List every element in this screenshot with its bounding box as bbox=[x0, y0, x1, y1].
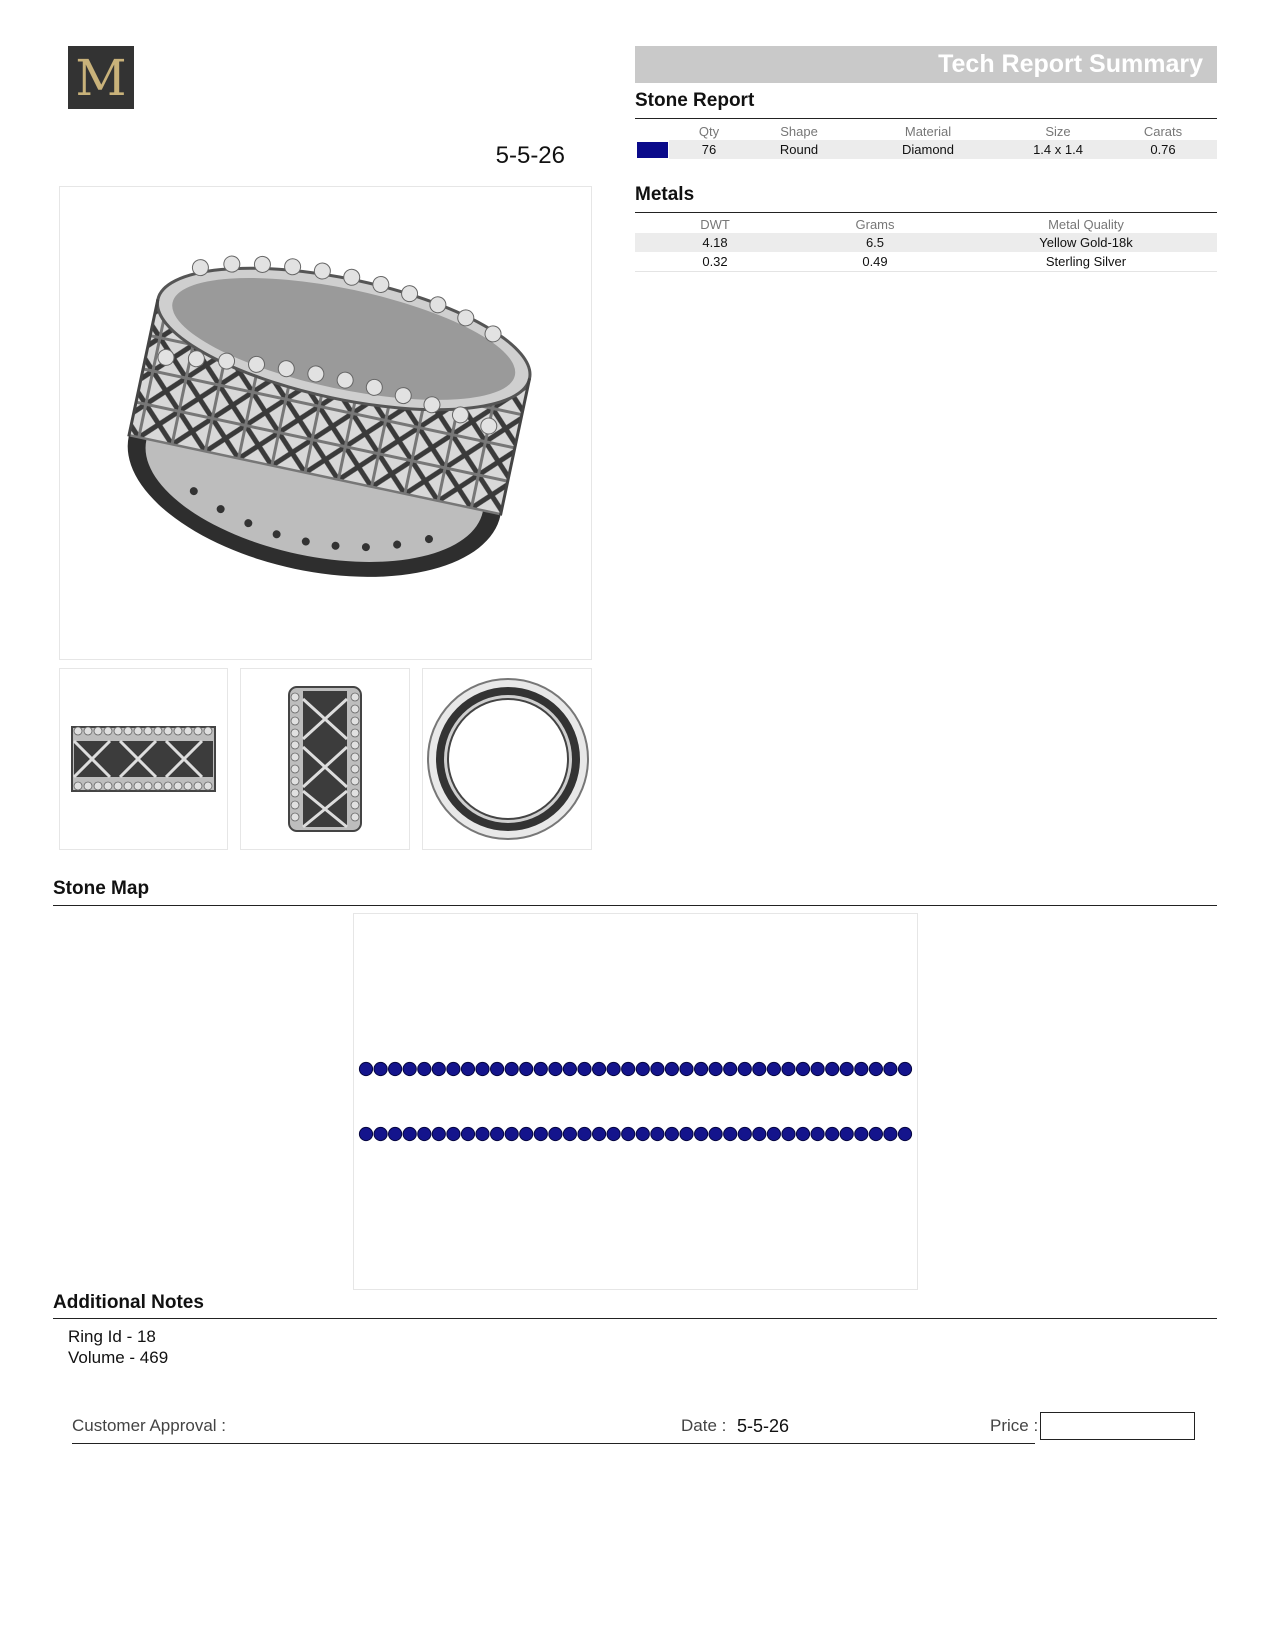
stone-marker bbox=[665, 1127, 678, 1140]
col-shape: Shape bbox=[780, 123, 818, 139]
stone-marker bbox=[753, 1127, 766, 1140]
stone-marker bbox=[898, 1062, 911, 1075]
table-row bbox=[635, 140, 1217, 159]
report-title: Tech Report Summary bbox=[938, 50, 1203, 78]
stone-marker bbox=[476, 1062, 489, 1075]
stone-marker bbox=[418, 1062, 431, 1075]
stone-marker bbox=[855, 1127, 868, 1140]
col-dwt: DWT bbox=[700, 216, 730, 232]
stone-marker bbox=[359, 1127, 372, 1140]
stone-marker bbox=[432, 1062, 445, 1075]
quality-cell: Yellow Gold-18k bbox=[955, 233, 1217, 252]
stone-marker bbox=[461, 1062, 474, 1075]
stone-marker bbox=[738, 1127, 751, 1140]
stone-marker bbox=[796, 1062, 809, 1075]
stone-marker bbox=[651, 1127, 664, 1140]
stone-marker bbox=[898, 1127, 911, 1140]
metals-table bbox=[635, 215, 1217, 272]
stone-marker bbox=[709, 1127, 722, 1140]
stone-marker bbox=[782, 1062, 795, 1075]
qty-cell: 76 bbox=[669, 140, 749, 159]
stone-marker bbox=[505, 1062, 518, 1075]
price-label: Price : bbox=[990, 1416, 1039, 1435]
stone-marker bbox=[636, 1062, 649, 1075]
grams-cell: 6.5 bbox=[795, 233, 955, 252]
stone-report-rule bbox=[635, 118, 1217, 119]
stone-marker bbox=[432, 1127, 445, 1140]
logo-letter: M bbox=[75, 49, 127, 107]
col-color bbox=[635, 122, 669, 140]
stone-map-heading: Stone Map bbox=[53, 878, 150, 899]
ring-top-view bbox=[422, 668, 592, 850]
stone-marker bbox=[491, 1127, 504, 1140]
stone-map-panel bbox=[353, 913, 918, 1290]
ring-top-image bbox=[423, 669, 591, 849]
stone-marker bbox=[796, 1127, 809, 1140]
metals-rule bbox=[635, 212, 1217, 213]
stone-marker bbox=[695, 1127, 708, 1140]
stone-marker bbox=[709, 1062, 722, 1075]
stone-marker bbox=[549, 1062, 562, 1075]
notes-rule bbox=[53, 1318, 1217, 1319]
stone-color-swatch bbox=[637, 142, 668, 158]
date-label: Date : bbox=[681, 1416, 727, 1435]
signature-line bbox=[72, 1443, 1035, 1444]
stone-marker bbox=[622, 1062, 635, 1075]
stone-marker bbox=[461, 1127, 474, 1140]
stone-report-heading: Stone Report bbox=[635, 90, 755, 111]
stone-marker bbox=[593, 1127, 606, 1140]
stone-marker bbox=[359, 1062, 372, 1075]
stone-marker bbox=[767, 1062, 780, 1075]
stone-map-diagram bbox=[354, 914, 917, 1289]
ring-side-image bbox=[241, 669, 409, 849]
stone-marker bbox=[593, 1062, 606, 1075]
carats-cell: 0.76 bbox=[1109, 140, 1217, 159]
stone-marker bbox=[418, 1127, 431, 1140]
stone-marker bbox=[505, 1127, 518, 1140]
ring-perspective-image bbox=[60, 187, 591, 659]
stone-marker bbox=[563, 1127, 576, 1140]
col-material: Material bbox=[904, 123, 952, 139]
stone-marker bbox=[665, 1062, 678, 1075]
stone-marker bbox=[855, 1062, 868, 1075]
ring-main-view bbox=[59, 186, 592, 660]
quality-cell: Sterling Silver bbox=[955, 252, 1217, 272]
stone-marker bbox=[374, 1127, 387, 1140]
title-bar bbox=[635, 46, 1217, 83]
dwt-cell: 4.18 bbox=[635, 233, 795, 252]
stone-marker bbox=[884, 1127, 897, 1140]
stone-marker bbox=[811, 1062, 824, 1075]
stone-marker bbox=[651, 1062, 664, 1075]
col-quality: Metal Quality bbox=[1048, 216, 1124, 232]
ring-front-image bbox=[60, 669, 227, 849]
grams-cell: 0.49 bbox=[795, 252, 955, 272]
stone-marker bbox=[724, 1127, 737, 1140]
stone-marker bbox=[636, 1127, 649, 1140]
stone-marker bbox=[389, 1062, 402, 1075]
stone-marker bbox=[549, 1127, 562, 1140]
col-grams: Grams bbox=[855, 216, 895, 232]
stone-marker bbox=[767, 1127, 780, 1140]
stone-marker bbox=[884, 1062, 897, 1075]
company-logo bbox=[68, 46, 134, 109]
stone-marker bbox=[447, 1127, 460, 1140]
notes-heading: Additional Notes bbox=[53, 1292, 204, 1313]
dwt-cell: 0.32 bbox=[635, 252, 795, 272]
stone-marker bbox=[738, 1062, 751, 1075]
stone-marker bbox=[447, 1062, 460, 1075]
stone-marker bbox=[869, 1062, 882, 1075]
shape-cell: Round bbox=[749, 140, 849, 159]
stone-marker bbox=[695, 1062, 708, 1075]
price-input-box[interactable] bbox=[1040, 1412, 1195, 1440]
stone-marker bbox=[534, 1062, 547, 1075]
stone-marker bbox=[520, 1062, 533, 1075]
stone-marker bbox=[826, 1062, 839, 1075]
color-cell bbox=[635, 140, 669, 159]
stone-marker bbox=[840, 1062, 853, 1075]
customer-approval-label: Customer Approval : bbox=[72, 1416, 227, 1435]
stone-marker bbox=[680, 1127, 693, 1140]
stone-marker bbox=[607, 1127, 620, 1140]
stone-marker bbox=[476, 1127, 489, 1140]
table-row bbox=[635, 233, 1217, 252]
approval-date-value: 5-5-26 bbox=[737, 1416, 790, 1436]
col-size: Size bbox=[1045, 123, 1071, 139]
stone-marker bbox=[607, 1062, 620, 1075]
stone-marker bbox=[782, 1127, 795, 1140]
stone-marker bbox=[578, 1062, 591, 1075]
stone-marker bbox=[520, 1127, 533, 1140]
note-volume: Volume - 469 bbox=[68, 1348, 169, 1367]
stone-marker bbox=[578, 1127, 591, 1140]
table-row bbox=[635, 252, 1217, 272]
stone-marker bbox=[403, 1062, 416, 1075]
col-qty: Qty bbox=[698, 123, 720, 139]
stone-map-rule bbox=[53, 905, 1217, 906]
stone-marker bbox=[724, 1062, 737, 1075]
stone-marker bbox=[389, 1127, 402, 1140]
note-ring-id: Ring Id - 18 bbox=[68, 1327, 156, 1346]
stone-marker bbox=[680, 1062, 693, 1075]
stone-marker bbox=[534, 1127, 547, 1140]
size-cell: 1.4 x 1.4 bbox=[1007, 140, 1109, 159]
stone-marker bbox=[403, 1127, 416, 1140]
ring-front-view bbox=[59, 668, 228, 850]
stone-marker bbox=[753, 1062, 766, 1075]
stone-marker bbox=[374, 1062, 387, 1075]
stone-marker bbox=[622, 1127, 635, 1140]
report-date: 5-5-26 bbox=[495, 142, 565, 169]
metals-heading: Metals bbox=[635, 184, 695, 205]
col-carats: Carats bbox=[1143, 123, 1183, 139]
material-cell: Diamond bbox=[849, 140, 1007, 159]
stone-report-table bbox=[635, 122, 1217, 159]
stone-marker bbox=[840, 1127, 853, 1140]
stone-marker bbox=[491, 1062, 504, 1075]
stone-marker bbox=[869, 1127, 882, 1140]
stone-marker bbox=[563, 1062, 576, 1075]
stone-marker bbox=[811, 1127, 824, 1140]
stone-marker bbox=[826, 1127, 839, 1140]
ring-side-view bbox=[240, 668, 410, 850]
